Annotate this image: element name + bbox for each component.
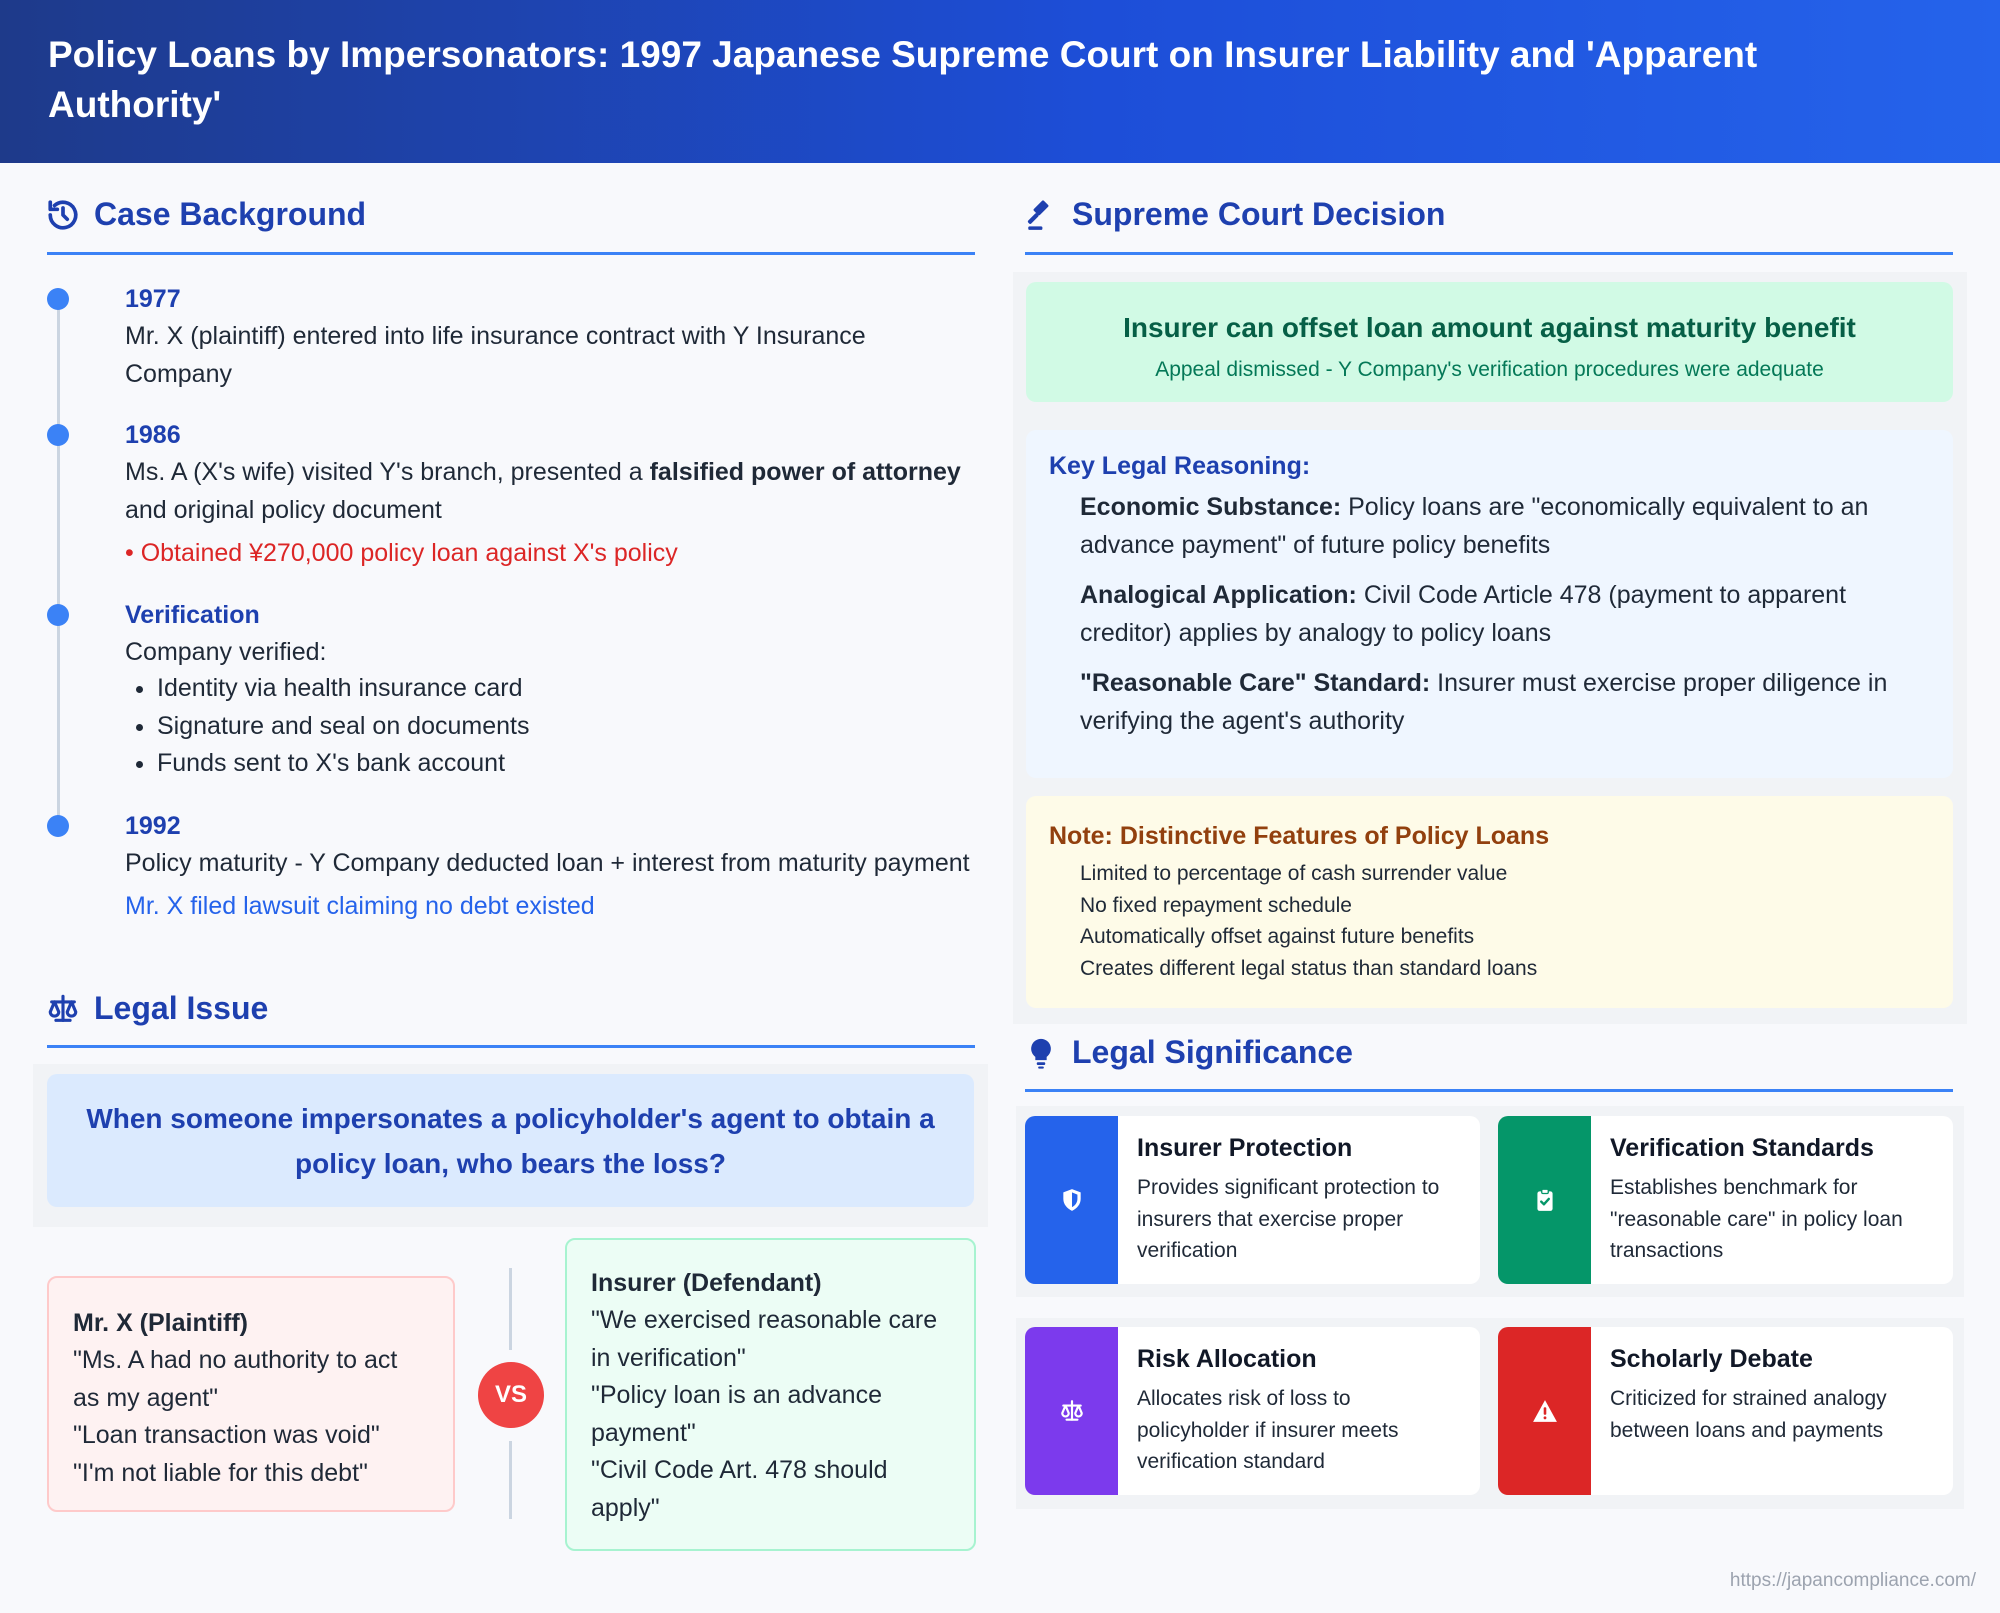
warning-icon bbox=[1532, 1398, 1558, 1424]
issue-question: When someone impersonates a policyholder's agent to obtain a policy loan, who bears the loss? bbox=[47, 1074, 974, 1207]
significance-card bbox=[1025, 1327, 1480, 1495]
verification-list bbox=[125, 670, 857, 783]
note-list bbox=[1080, 858, 1537, 984]
legal-issue-title: Legal Issue bbox=[94, 990, 269, 1026]
timeline-dot bbox=[47, 424, 69, 446]
shield-icon bbox=[1059, 1187, 1085, 1213]
footer-url[interactable]: https://japancompliance.com/ bbox=[1729, 1570, 1976, 1591]
header-banner bbox=[0, 0, 2000, 163]
timeline-dot bbox=[47, 288, 69, 310]
reasoning-item: "Reasonable Care" Standard: Insurer must exercise proper diligence in verifying the agent's authority bbox=[1080, 669, 1888, 735]
defendant-quote: "Civil Code Art. 478 should apply" bbox=[591, 1456, 888, 1522]
list-item: Limited to percentage of cash surrender value bbox=[1080, 862, 1508, 885]
event-year: 1977 bbox=[125, 285, 181, 313]
reasoning-box bbox=[1026, 430, 1953, 778]
list-item: • Identity via health insurance card bbox=[157, 670, 857, 708]
card-title: Insurer Protection bbox=[1137, 1134, 1353, 1162]
defendant-card bbox=[565, 1238, 976, 1551]
card-description: Allocates risk of loss to policyholder if insurer meets verification standard bbox=[1137, 1387, 1399, 1473]
significance-card bbox=[1025, 1116, 1480, 1284]
card-icon-band bbox=[1498, 1327, 1591, 1495]
list-item: Creates different legal status than standard loans bbox=[1080, 956, 1538, 980]
list-item: • Signature and seal on documents bbox=[157, 708, 857, 746]
holding-text: Insurer can offset loan amount against maturity benefit bbox=[1123, 312, 1856, 343]
list-item: • Funds sent to X's bank account bbox=[157, 745, 857, 783]
clipboard-check-icon bbox=[1532, 1187, 1558, 1213]
page-title: Policy Loans by Impersonators: 1997 Japanese Supreme Court on Insurer Liability and 'Apparent Authority' bbox=[48, 34, 1758, 125]
card-description: Criticized for strained analogy between loans and payments bbox=[1610, 1387, 1887, 1442]
significance-card bbox=[1498, 1327, 1953, 1495]
vs-divider bbox=[509, 1268, 512, 1350]
event-text: Policy maturity - Y Company deducted loan + interest from maturity payment bbox=[125, 849, 970, 877]
card-title: Risk Allocation bbox=[1137, 1345, 1317, 1373]
card-description: Provides significant protection to insurers that exercise proper verification bbox=[1137, 1176, 1440, 1262]
case-background-rule bbox=[47, 252, 975, 255]
card-icon-band bbox=[1025, 1116, 1118, 1284]
note-panel bbox=[1013, 786, 1967, 1024]
reasoning-label: "Reasonable Care" Standard: bbox=[1080, 669, 1431, 697]
event-highlight: Mr. X filed lawsuit claiming no debt existed bbox=[125, 892, 595, 920]
decision-rule bbox=[1025, 252, 1953, 255]
emphasis-text: falsified power of attorney bbox=[649, 458, 961, 486]
plaintiff-card bbox=[47, 1276, 455, 1512]
reasoning-item: Analogical Application: Civil Code Article 478 (payment to apparent creditor) applies by analogy to policy loans bbox=[1080, 581, 1847, 647]
lightbulb-icon bbox=[1024, 1036, 1058, 1070]
event-text: Company verified: bbox=[125, 638, 327, 666]
reasoning-label: Analogical Application: bbox=[1080, 581, 1357, 609]
case-background-title: Case Background bbox=[94, 196, 367, 232]
event-text: Ms. A (X's wife) visited Y's branch, presented a falsified power of attorney and original policy document bbox=[125, 458, 961, 524]
event-highlight: • Obtained ¥270,000 policy loan against X's policy bbox=[125, 539, 678, 567]
list-item: Automatically offset against future benefits bbox=[1080, 925, 1475, 948]
case-background-heading bbox=[46, 196, 366, 233]
gavel-icon bbox=[1024, 198, 1058, 232]
note-box bbox=[1026, 796, 1953, 1008]
event-year: 1992 bbox=[125, 812, 181, 840]
holding-subtext: Appeal dismissed - Y Company's verification procedures were adequate bbox=[1155, 358, 1824, 381]
significance-card bbox=[1498, 1116, 1953, 1284]
event-year: Verification bbox=[125, 601, 260, 629]
timeline-line bbox=[57, 300, 60, 828]
reasoning-title: Key Legal Reasoning: bbox=[1049, 452, 1311, 480]
defendant-quote: "We exercised reasonable care in verification" bbox=[591, 1306, 938, 1372]
card-title: Verification Standards bbox=[1610, 1134, 1874, 1162]
list-item: No fixed repayment schedule bbox=[1080, 893, 1352, 917]
card-title: Scholarly Debate bbox=[1610, 1345, 1813, 1373]
timeline-dot bbox=[47, 815, 69, 837]
card-icon-band bbox=[1498, 1116, 1591, 1284]
vs-divider bbox=[509, 1441, 512, 1519]
timeline-dot bbox=[47, 604, 69, 626]
reasoning-item: Economic Substance: Policy loans are "economically equivalent to an advance payment" of future policy benefits bbox=[1080, 493, 1869, 559]
significance-heading bbox=[1024, 1034, 1353, 1071]
history-icon bbox=[46, 198, 80, 232]
plaintiff-title: Mr. X (Plaintiff) bbox=[73, 1309, 248, 1337]
vs-badge: VS bbox=[478, 1362, 544, 1428]
note-title: Note: Distinctive Features of Policy Loans bbox=[1049, 822, 1550, 850]
holding-panel bbox=[1013, 272, 1967, 420]
card-icon-band bbox=[1025, 1327, 1118, 1495]
significance-title: Legal Significance bbox=[1072, 1034, 1353, 1070]
decision-heading bbox=[1024, 196, 1445, 233]
plaintiff-quote: "Ms. A had no authority to act as my agent" bbox=[73, 1346, 398, 1412]
reasoning-panel bbox=[1013, 420, 1967, 794]
legal-issue-rule bbox=[47, 1045, 975, 1048]
event-text: Mr. X (plaintiff) entered into life insurance contract with Y Insurance Company bbox=[125, 322, 866, 388]
legal-issue-heading bbox=[46, 990, 268, 1027]
defendant-title: Insurer (Defendant) bbox=[591, 1269, 822, 1297]
significance-rule bbox=[1025, 1089, 1953, 1092]
scales-icon bbox=[1059, 1398, 1085, 1424]
card-description: Establishes benchmark for "reasonable care" in policy loan transactions bbox=[1610, 1176, 1903, 1262]
plaintiff-quote: "I'm not liable for this debt" bbox=[73, 1458, 368, 1487]
issue-panel bbox=[33, 1064, 988, 1227]
holding-box bbox=[1026, 282, 1953, 402]
event-year: 1986 bbox=[125, 421, 181, 449]
plaintiff-quote: "Loan transaction was void" bbox=[73, 1421, 380, 1449]
reasoning-label: Economic Substance: bbox=[1080, 493, 1342, 521]
defendant-quote: "Policy loan is an advance payment" bbox=[591, 1381, 882, 1447]
scales-icon bbox=[46, 992, 80, 1026]
decision-title: Supreme Court Decision bbox=[1072, 196, 1446, 232]
